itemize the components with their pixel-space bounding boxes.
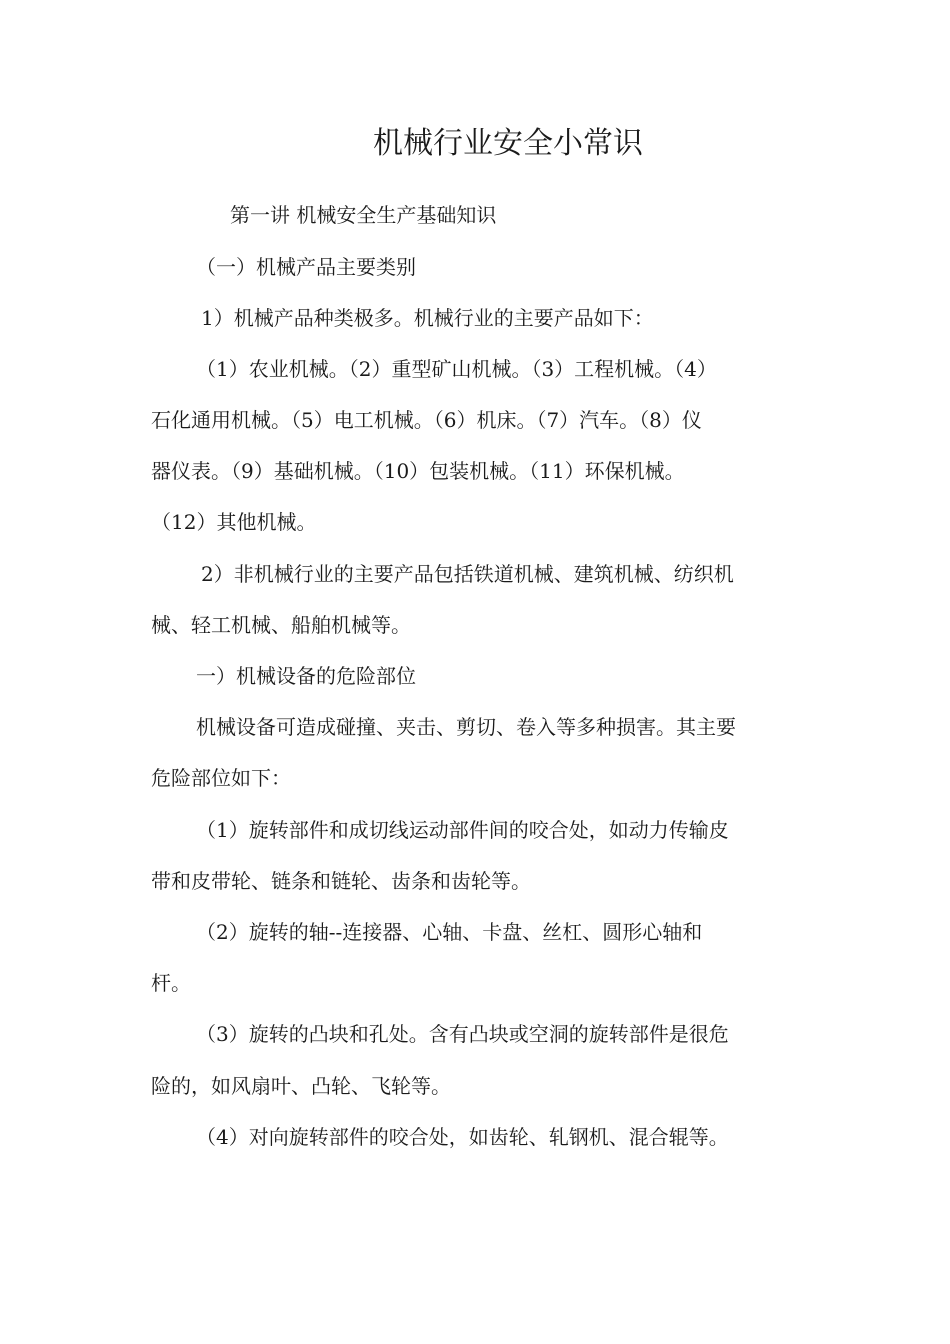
paragraph-line: 带和皮带轮、链条和链轮、齿条和齿轮等。 — [151, 869, 531, 893]
paragraph-line: 器仪表。（9）基础机械。（10）包装机械。（11）环保机械。 — [151, 459, 685, 483]
paragraph-line: （2）旋转的轴--连接器、心轴、卡盘、丝杠、圆形心轴和 — [196, 920, 703, 944]
document-title: 机械行业安全小常识 — [373, 126, 643, 161]
paragraph-line: （4）对向旋转部件的咬合处，如齿轮、轧钢机、混合辊等。 — [196, 1125, 729, 1149]
paragraph-line: 杆。 — [151, 971, 191, 995]
paragraph-line: （12）其他机械。 — [151, 510, 317, 534]
paragraph-line: （3）旋转的凸块和孔处。含有凸块或空洞的旋转部件是很危 — [196, 1022, 729, 1046]
paragraph-line: 械、轻工机械、船舶机械等。 — [151, 613, 411, 637]
paragraph-line: 1）机械产品种类极多。机械行业的主要产品如下： — [201, 306, 654, 330]
section-heading-lecture-1: 第一讲 机械安全生产基础知识 — [230, 203, 497, 227]
paragraph-line: （1）农业机械。（2）重型矿山机械。（3）工程机械。（4） — [196, 357, 717, 381]
paragraph-line: 2）非机械行业的主要产品包括铁道机械、建筑机械、纺织机 — [201, 562, 734, 586]
paragraph-line: 险的，如风扇叶、凸轮、飞轮等。 — [151, 1074, 451, 1098]
paragraph-line: （1）旋转部件和成切线运动部件间的咬合处，如动力传输皮 — [196, 818, 729, 842]
paragraph-line: 危险部位如下： — [151, 766, 291, 790]
paragraph-line: 石化通用机械。（5）电工机械。（6）机床。（7）汽车。（8）仪 — [151, 408, 702, 432]
paragraph-line: 机械设备可造成碰撞、夹击、剪切、卷入等多种损害。其主要 — [196, 715, 736, 739]
subsection-heading-product-categories: （一）机械产品主要类别 — [196, 255, 416, 279]
subsection-heading-danger-areas: 一）机械设备的危险部位 — [196, 664, 416, 688]
